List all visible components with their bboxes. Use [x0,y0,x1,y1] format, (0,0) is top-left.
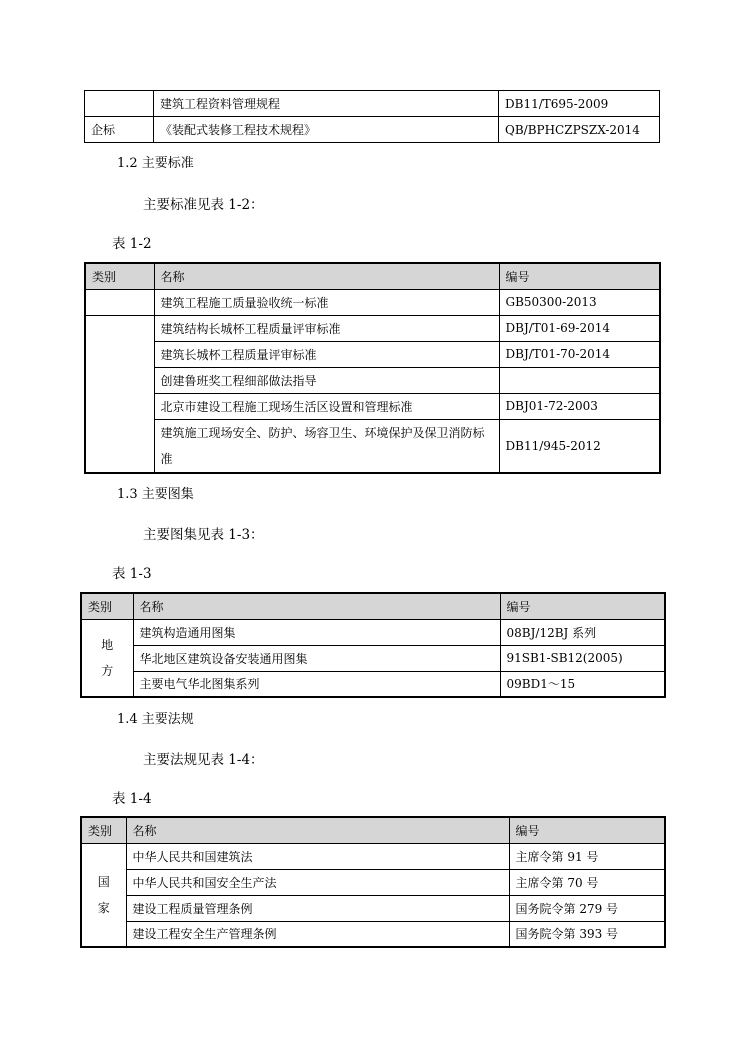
header-code: 编号 [499,263,660,289]
table-header-row [81,817,665,843]
code-cell: DB11/945-2012 [499,419,660,473]
table-row [81,619,665,645]
code-cell: QB/BPHCZPSZX-2014 [499,117,660,143]
name-cell: 北京市建设工程施工现场生活区设置和管理标准 [154,393,499,419]
section-intro-1-2: 主要标准见表 1-2： [143,197,264,213]
code-cell: 91SB1-SB12(2005) [500,645,665,671]
header-category: 类别 [85,263,154,289]
category-char: 家 [97,900,110,915]
category-char: 方 [101,663,114,678]
table-row [85,289,660,315]
section-heading-1-3: 1.3 主要图集 [117,487,194,502]
category-char: 国 [97,874,110,889]
table-row [85,117,660,143]
name-cell: 建设工程安全生产管理条例 [126,921,509,947]
name-cell: 建筑长城杯工程质量评审标准 [154,341,499,367]
category-cell [81,619,133,697]
code-cell: 08BJ/12BJ 系列 [500,619,665,645]
section-intro-1-4: 主要法规见表 1-4： [143,752,264,768]
code-cell: 国务院令第 279 号 [509,895,665,921]
code-cell [499,367,660,393]
table-row [81,843,665,869]
table-row [85,91,660,117]
table-1-4 [80,816,666,948]
name-cell: 建筑工程施工质量验收统一标准 [154,289,499,315]
header-code: 编号 [509,817,665,843]
header-name: 名称 [126,817,509,843]
table-header-row [85,263,660,289]
code-cell: DBJ/T01-69-2014 [499,315,660,341]
header-name: 名称 [154,263,499,289]
name-cell: 建筑施工现场安全、防护、场容卫生、环境保护及保卫消防标准 [154,419,499,473]
table-row [85,341,660,367]
code-cell: DBJ01-72-2003 [499,393,660,419]
code-cell: DB11/T695-2009 [499,91,660,117]
code-cell: DBJ/T01-70-2014 [499,341,660,367]
header-category: 类别 [81,817,126,843]
table-row [81,869,665,895]
code-cell: GB50300-2013 [499,289,660,315]
category-cell [85,91,154,117]
name-cell: 建筑构造通用图集 [133,619,500,645]
header-name: 名称 [133,593,500,619]
table-label-1-4: 表 1-4 [112,791,152,807]
category-cell [81,843,126,947]
section-heading-1-4: 1.4 主要法规 [117,712,194,727]
name-cell: 华北地区建筑设备安装通用图集 [133,645,500,671]
code-cell: 主席令第 91 号 [509,843,665,869]
name-cell: 中华人民共和国安全生产法 [126,869,509,895]
table-top [84,90,660,143]
table-header-row [81,593,665,619]
header-code: 编号 [500,593,665,619]
table-row [85,393,660,419]
code-cell: 09BD1～15 [500,671,665,697]
code-cell: 国务院令第 393 号 [509,921,665,947]
section-heading-1-2: 1.2 主要标准 [117,156,194,171]
table-row [85,315,660,341]
section-intro-1-3: 主要图集见表 1-3： [143,527,264,543]
table-label-1-2: 表 1-2 [112,236,152,252]
name-cell: 《装配式装修工程技术规程》 [154,117,499,143]
code-cell: 主席令第 70 号 [509,869,665,895]
table-row [81,895,665,921]
name-cell: 中华人民共和国建筑法 [126,843,509,869]
category-cell: 企标 [85,117,154,143]
name-cell: 主要电气华北图集系列 [133,671,500,697]
table-row [81,645,665,671]
table-row [85,367,660,393]
name-cell: 建设工程质量管理条例 [126,895,509,921]
category-char: 地 [101,637,114,652]
header-category: 类别 [81,593,133,619]
name-cell: 建筑结构长城杯工程质量评审标准 [154,315,499,341]
table-1-2 [84,262,661,474]
table-label-1-3: 表 1-3 [112,566,152,582]
table-row [81,671,665,697]
name-cell: 建筑工程资料管理规程 [154,91,499,117]
table-1-3 [80,592,666,698]
table-row [85,419,660,473]
category-cell [85,315,154,473]
category-cell [85,289,154,315]
name-cell: 创建鲁班奖工程细部做法指导 [154,367,499,393]
table-row [81,921,665,947]
